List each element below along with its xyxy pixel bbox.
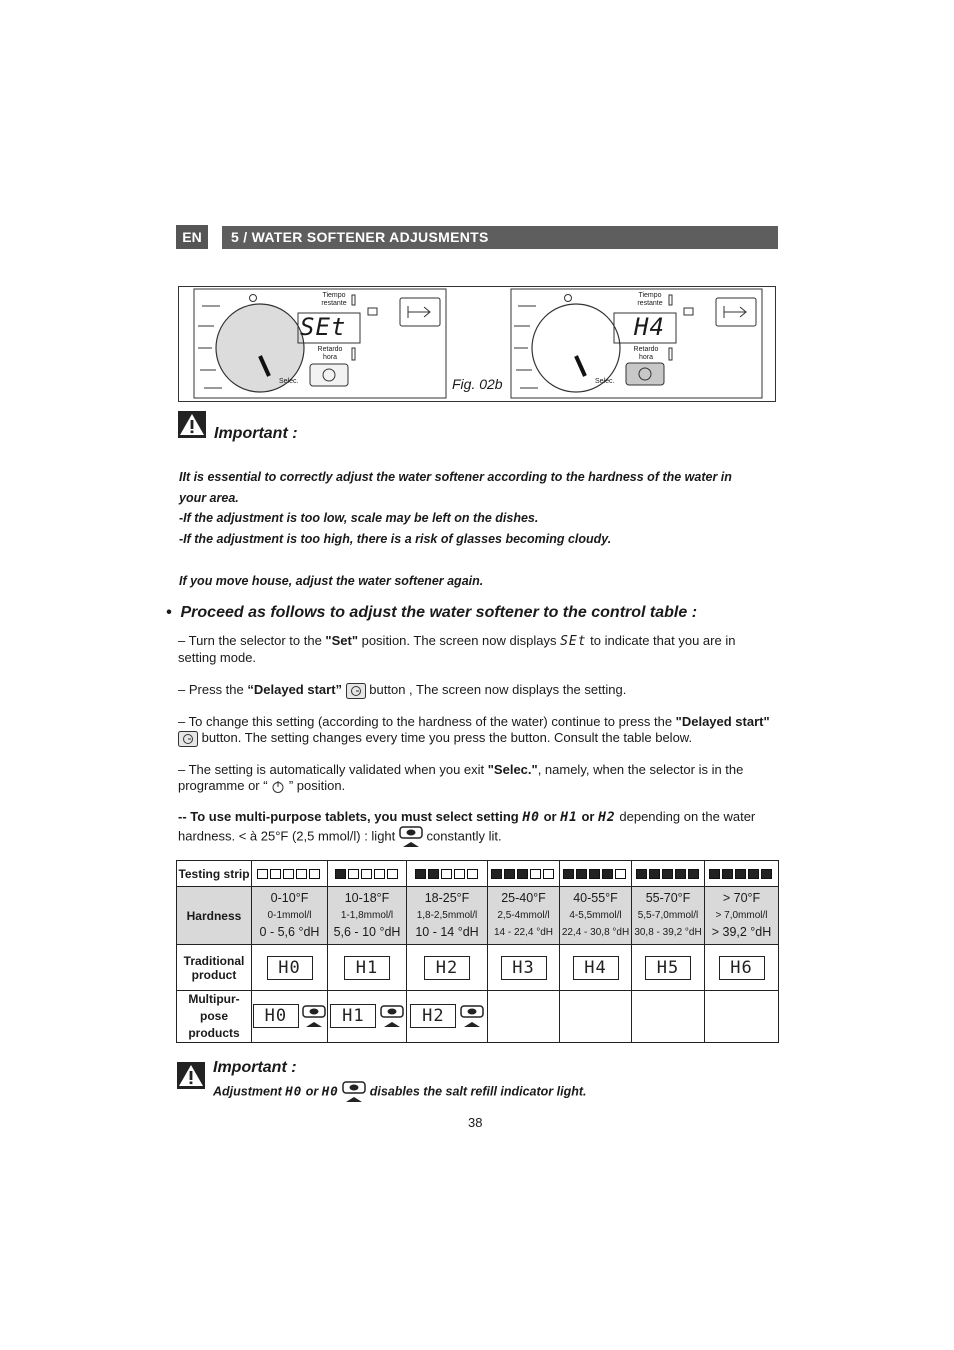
note-text: Adjustment	[213, 1084, 286, 1099]
right-time-left-label: Tiempo restante	[637, 292, 663, 307]
strip-square	[335, 869, 346, 879]
h2-glyph: H2	[598, 810, 616, 825]
strip-square	[257, 869, 268, 879]
step-emphasis: or	[577, 809, 599, 824]
setting-display: H2	[424, 956, 470, 980]
left-select-label: Selec.	[279, 378, 299, 385]
strip-square	[735, 869, 746, 879]
salt-indicator-icon	[460, 1005, 484, 1029]
setting-cell	[705, 945, 779, 991]
hardness-mmol: 5,5-7,0mmol/l	[637, 910, 699, 921]
hardness-f: 10-18°F	[344, 891, 390, 905]
strip-square	[454, 869, 465, 879]
step-text: – Turn the selector to the	[178, 633, 326, 648]
empty-cell	[632, 991, 705, 1043]
hardness-f: 18-25°F	[424, 891, 470, 905]
strip-swatches	[257, 867, 322, 881]
strip-swatches	[636, 867, 701, 881]
strip-square	[296, 869, 307, 879]
strip-square	[491, 869, 502, 879]
right-select-label: Selec.	[595, 378, 615, 385]
strip-square	[615, 869, 626, 879]
important-line: IIt is essential to correctly adjust the water softener according to the hardness of the water in	[179, 470, 732, 484]
strip-cell	[328, 861, 407, 887]
h1-glyph: H1	[560, 810, 578, 825]
strip-cell	[407, 861, 488, 887]
strip-square	[441, 869, 452, 879]
strip-square	[530, 869, 541, 879]
strip-swatches	[709, 867, 774, 881]
strip-square	[602, 869, 613, 879]
setting-display: H1	[330, 1004, 376, 1028]
procedure-heading-text: Proceed as follows to adjust the water softener to the control table :	[180, 604, 698, 621]
strip-square	[283, 869, 294, 879]
strip-cell	[488, 861, 560, 887]
traditional-product-row	[177, 945, 779, 991]
step-text: – To change this setting (according to the hardness of the water) continue to press the	[178, 714, 676, 729]
step-1	[178, 633, 777, 666]
step-text: button. The setting changes every time you press the button. Consult the table below.	[201, 730, 693, 745]
important-title: Important :	[214, 425, 298, 442]
strip-square	[517, 869, 528, 879]
strip-square	[270, 869, 281, 879]
hardness-mmol: 1,8-2,5mmol/l	[416, 910, 478, 921]
hardness-dh: 22,4 - 30,8 °dH	[561, 927, 630, 938]
strip-square	[636, 869, 647, 879]
hardness-dh: 5,6 - 10 °dH	[333, 925, 401, 939]
strip-square	[675, 869, 686, 879]
delayed-start-icon	[346, 683, 366, 699]
step-5	[178, 809, 777, 848]
step-emphasis: or	[539, 809, 561, 824]
hardness-dh: 0 - 5,6 °dH	[259, 925, 320, 939]
h0-glyph: H0	[522, 810, 540, 825]
salt-indicator-icon	[380, 1005, 404, 1029]
step-text: button , The screen now displays the setting.	[369, 682, 627, 697]
move-house-note: If you move house, adjust the water softener again.	[179, 574, 484, 588]
strip-square	[649, 869, 660, 879]
hardness-dh: 10 - 14 °dH	[415, 925, 479, 939]
power-off-icon	[271, 780, 285, 794]
hardness-mmol: 1-1,8mmol/l	[340, 910, 394, 921]
step-emphasis: "Selec."	[487, 762, 538, 777]
important-title-2: Important :	[213, 1059, 297, 1076]
hardness-dh: 30,8 - 39,2 °dH	[634, 927, 702, 938]
important-text	[179, 467, 778, 549]
strip-square	[709, 869, 720, 879]
empty-cell	[488, 991, 560, 1043]
strip-square	[361, 869, 372, 879]
hardness-label: Hardness	[177, 887, 252, 945]
note-text: disables the salt refill indicator light.	[369, 1084, 587, 1099]
hardness-cell	[488, 887, 560, 945]
step-text: , namely, when the selector is in the programme or “	[178, 762, 744, 793]
strip-swatches	[491, 867, 556, 881]
hardness-row	[177, 887, 779, 945]
setting-display: H6	[719, 956, 765, 980]
step-text: depending on the water hardness. < à 25°F (2,5 mmol/l) : light	[178, 809, 756, 844]
hardness-mmol: > 7,0mmol/l	[715, 910, 768, 921]
hardness-f: 25-40°F	[501, 891, 546, 905]
traditional-product-label: Traditional product	[177, 945, 252, 991]
setting-display: H4	[573, 956, 619, 980]
strip-square	[748, 869, 759, 879]
step-emphasis: "Set"	[325, 633, 358, 648]
strip-square	[688, 869, 699, 879]
strip-square	[543, 869, 554, 879]
left-display-readout: SEt	[300, 313, 347, 341]
strip-square	[722, 869, 733, 879]
strip-square	[348, 869, 359, 879]
right-delay-label: Retardo hora	[633, 346, 659, 361]
setting-cell	[407, 945, 488, 991]
salt-indicator-icon	[399, 826, 423, 848]
setting-display: H2	[410, 1004, 456, 1028]
hardness-control-table	[176, 860, 779, 1043]
strip-square	[309, 869, 320, 879]
hardness-mmol: 0-1mmol/l	[267, 910, 312, 921]
strip-square	[563, 869, 574, 879]
adjustment-note	[213, 1081, 587, 1103]
hardness-dh: > 39,2 °dH	[711, 925, 772, 939]
multipurpose-product-label: Multipur- pose products	[177, 991, 252, 1043]
right-display-readout: H4	[634, 313, 665, 341]
figure-caption: Fig. 02b	[452, 376, 503, 392]
strip-square	[576, 869, 587, 879]
page-number: 38	[468, 1115, 483, 1130]
strip-square	[761, 869, 772, 879]
step-3	[178, 714, 777, 747]
salt-indicator-icon	[342, 1081, 366, 1103]
strip-square	[374, 869, 385, 879]
hardness-mmol: 4-5,5mmol/l	[569, 910, 622, 921]
setting-cell	[407, 991, 488, 1043]
testing-strip-row	[177, 861, 779, 887]
warning-icon	[177, 1062, 205, 1089]
section-title: 5 / WATER SOFTENER ADJUSMENTS	[222, 226, 778, 249]
setting-display: H3	[501, 956, 547, 980]
step-emphasis: --	[178, 809, 191, 824]
strip-cell	[560, 861, 632, 887]
setting-cell	[632, 945, 705, 991]
hardness-dh: 14 - 22,4 °dH	[493, 927, 554, 938]
setting-cell	[328, 991, 407, 1043]
setting-cell	[252, 991, 328, 1043]
strip-swatches	[415, 867, 480, 881]
strip-square	[467, 869, 478, 879]
hardness-f: 40-55°F	[573, 891, 618, 905]
step-text: constantly lit.	[426, 828, 502, 844]
setting-display: H5	[645, 956, 691, 980]
multipurpose-product-row	[177, 991, 779, 1043]
strip-cell	[632, 861, 705, 887]
step-emphasis: "Delayed start"	[675, 714, 770, 729]
setting-cell	[560, 945, 632, 991]
set-display-glyph: SEt	[560, 634, 587, 649]
strip-square	[589, 869, 600, 879]
step-text: ” position.	[288, 778, 346, 793]
important-line: -If the adjustment is too low, scale may be left on the dishes.	[179, 511, 539, 525]
step-2	[178, 682, 777, 699]
setting-display: H0	[253, 1004, 299, 1028]
setting-cell	[252, 945, 328, 991]
important-line: your area.	[179, 490, 239, 505]
h0-glyph: H0	[321, 1083, 339, 1099]
step-emphasis: To use multi-purpose tablets, you must select setting	[190, 809, 523, 824]
strip-square	[662, 869, 673, 879]
step-text: to indicate that you are in setting mode.	[178, 633, 736, 665]
strip-swatches	[335, 867, 400, 881]
strip-square	[504, 869, 515, 879]
strip-square	[387, 869, 398, 879]
strip-square	[415, 869, 426, 879]
important-line: -If the adjustment is too high, there is a risk of glasses becoming cloudy.	[179, 531, 612, 546]
step-text: position. The screen now displays	[357, 633, 561, 648]
left-time-left-label: Tiempo restante	[321, 292, 347, 307]
procedure-heading: • Proceed as follows to adjust the water softener to the control table :	[166, 604, 698, 621]
hardness-mmol: 2,5-4mmol/l	[497, 910, 550, 921]
hardness-cell	[705, 887, 779, 945]
step-text: – Press the	[178, 682, 248, 697]
hardness-f: 55-70°F	[645, 891, 691, 905]
step-emphasis: “Delayed start”	[247, 682, 343, 697]
hardness-cell	[407, 887, 488, 945]
warning-icon	[178, 411, 206, 438]
strip-square	[428, 869, 439, 879]
note-text: or	[302, 1084, 322, 1099]
left-delay-label: Retardo hora	[317, 346, 343, 361]
hardness-f: 0-10°F	[270, 891, 309, 905]
setting-cell	[328, 945, 407, 991]
step-text: – The setting is automatically validated when you exit	[178, 762, 488, 777]
hardness-cell	[632, 887, 705, 945]
language-tag: EN	[176, 225, 208, 249]
salt-indicator-icon	[302, 1005, 326, 1029]
h0-glyph: H0	[285, 1083, 303, 1099]
setting-display: H1	[344, 956, 390, 980]
strip-swatches	[563, 867, 628, 881]
strip-cell	[705, 861, 779, 887]
hardness-f: > 70°F	[722, 891, 761, 905]
testing-strip-label: Testing strip	[177, 861, 252, 887]
setting-cell	[488, 945, 560, 991]
hardness-cell	[560, 887, 632, 945]
hardness-cell	[252, 887, 328, 945]
step-4	[178, 762, 777, 794]
delayed-start-icon	[178, 731, 198, 747]
empty-cell	[560, 991, 632, 1043]
strip-cell	[252, 861, 328, 887]
setting-display: H0	[267, 956, 313, 980]
empty-cell	[705, 991, 779, 1043]
hardness-cell	[328, 887, 407, 945]
